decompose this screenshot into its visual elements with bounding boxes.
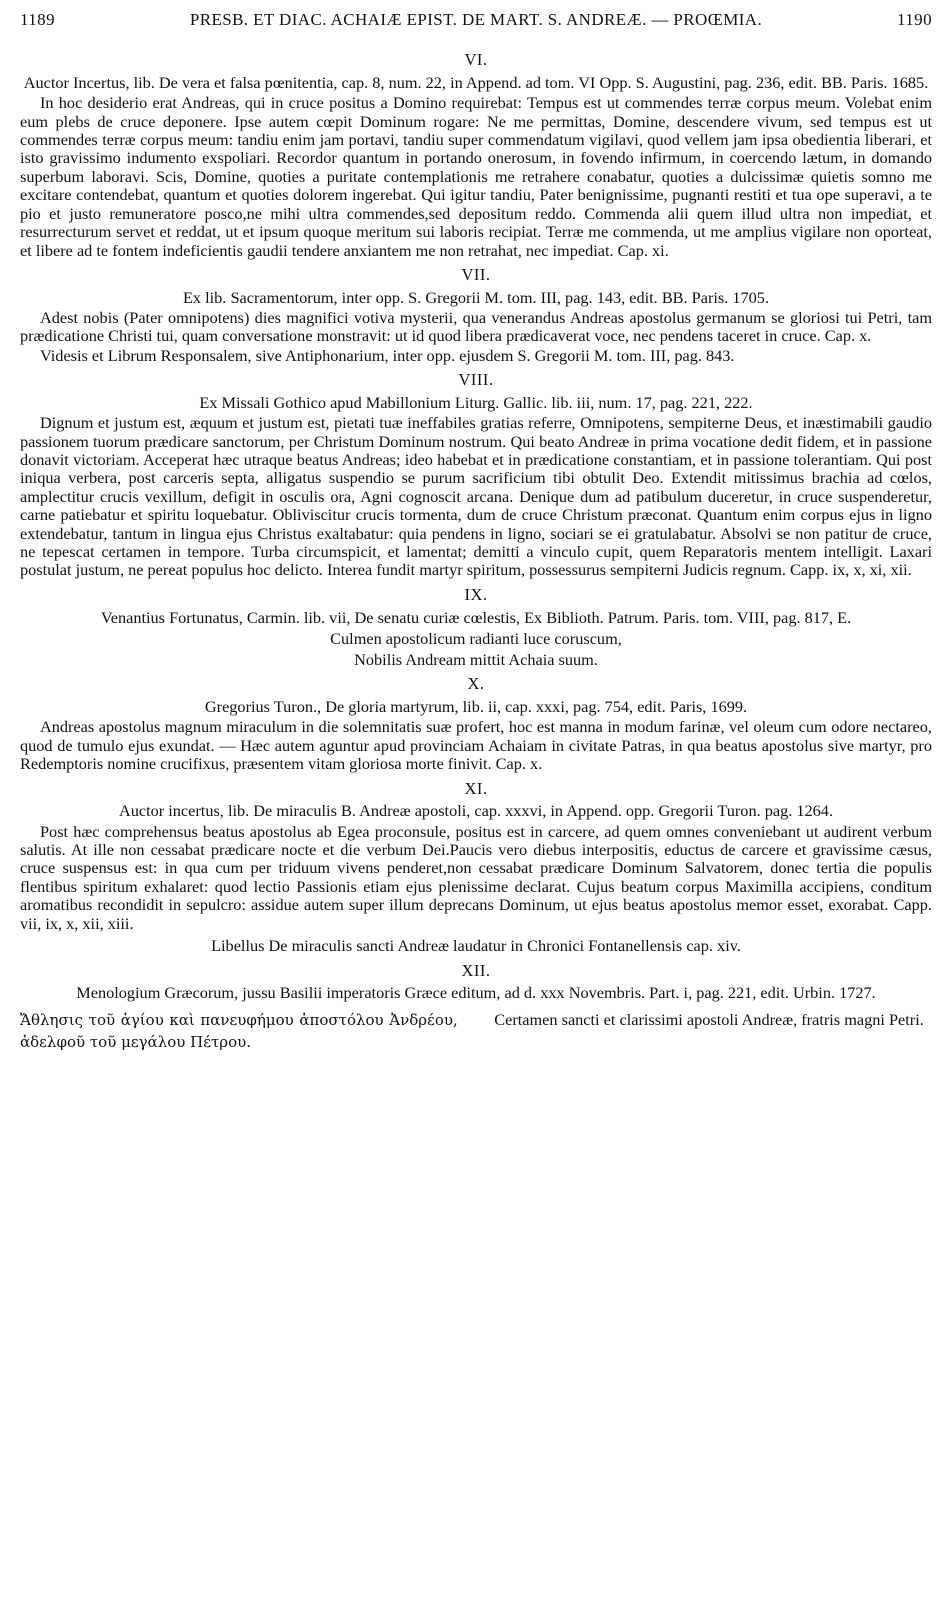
section-number: IX. (464, 584, 488, 604)
running-header (20, 10, 932, 29)
section-number: XII. (461, 960, 491, 980)
section-xi (20, 780, 932, 956)
section-viii (20, 371, 932, 580)
greek-column: Ἄθλησις τοῦ ἁγίου καὶ πανευφήμου ἀποστόλου Ἀνδρέου, ἀδελφοῦ τοῦ μεγάλου Πέτρου. (20, 1010, 458, 1052)
section-text: Andreas apostolus magnum miraculum in die solemnitatis suæ profert, hoc est manna in modum farinæ, vel oleum cum odore nectareo, quod de tumulo ejus exundat. — Hæc autem aguntur apud provinciam Achaiam in civitate Patras, in qua beatus apostolus sive martyr, pro Redemptoris nomine crucifixus, præsentem vitam gloriosa morte finivit. Cap. x. (20, 717, 932, 774)
running-title: PRESB. ET DIAC. ACHAIÆ EPIST. DE MART. S. ANDREÆ. — PROŒMIA. (189, 10, 763, 29)
section-ix (20, 586, 932, 669)
section-text: Post hæc comprehensus beatus apostolus ab Egea proconsule, positus est in carcere, ad quem omnes conveniebant ut audirent verbum salutis. At ille non cessabat prædicare nocte et die verbum Dei.Paucis vero diebus interpositis, eductus de carcere et gravissime cæsus, cruce suspensus est: in qua cum per triduum vivens penderet,non cessabat prædicare Dominum Salvatorem, donec tertia die populis flentibus spiritum exhalaret: quod lectio Passionis etiam ejus plenissime declarat. Cujus beatum corpus Maximilla accipiens, conditum aromatibus recondidit in sepulcro: assidue autem super illum deprecans Dominum, ut ejus beatus apostolus memor esset, exorabat. Capp. vii, ix, x, xii, xiii. (20, 821, 932, 933)
section-text: Adest nobis (Pater omnipotens) dies magnifici votiva mysterii, qua venerandus Andreas apostolus germanum se gloriosi tui Petri, tam prædicatione Christi tui, quam conversatione monstravit: ut id quod libera prædicaverat voce, nec pendens taceret in cruce. Cap. x. (20, 307, 932, 346)
section-xii (20, 962, 932, 1054)
section-vi (20, 51, 932, 260)
section-vii (20, 266, 932, 365)
left-page-number: 1189 (20, 10, 55, 29)
section-source: Auctor Incertus, lib. De vera et falsa pœnitentia, cap. 8, num. 22, in Append. ad tom. VI Opp. S. Augustini, pag. 236, edit. BB. Paris. 1685. (23, 72, 929, 92)
section-source: Ex Missali Gothico apud Mabillonium Liturg. Gallic. lib. iii, num. 17, pag. 221, 222. (199, 392, 753, 412)
section-source: Ex lib. Sacramentorum, inter opp. S. Gregorii M. tom. III, pag. 143, edit. BB. Paris. 1705. (182, 287, 770, 307)
section-source: Gregorius Turon., De gloria martyrum, lib. ii, cap. xxxi, pag. 754, edit. Paris, 1699. (204, 697, 748, 716)
section-number: VII. (461, 264, 491, 284)
section-text: Dignum et justum est, æquum et justum est, pietati tuæ ineffabiles gratias referre, Omnipotens, sempiterne Deus, et inæstimabili gaudio passionem tuorum prædicare sanctorum, per Christum Dominum nostrum. Qui beato Andreæ in prima vocatione dedit fidem, et in passione donavit victoriam. Acceperat hæc utraque beatus Andreas; ideo habebat et in prædicatione constantiam, et in passione tolerantiam. Qui post iniqua verbera, post carceris septa, alligatus suspendio se purum sacrificium tibi obtulit Deo. Extendit mitissimus brachia ad cœlos, amplectitur crucis vexillum, defigit in osculis ora, Agni cognoscit arcana. Denique dum ad patibulum duceretur, in cruce suspenderetur, carne patiebatur et spiritu loquebatur. Obliviscitur crucis tormenta, dum de cruce Christum præconat. Quantum enim corpus ejus in ligno extendebatur, tantum in lingua ejus Christus exaltabatur: quia pendens in ligno, sociari se ei gratulabatur. Absolvi se non patitur de cruce, ne tepescat certamen in tempore. Turba circumspicit, et lamentat; demitti a vinculo cupit, quem Reparatoris mentem intelligit. Laxari postulat justum, ne pereat populus hoc delicto. Interea fundit martyr spiritum, possessurus sempiterni Judicis regnum. Capp. ix, x, xi, xii. (20, 413, 932, 580)
section-x (20, 675, 932, 773)
section-source: Venantius Fortunatus, Carmin. lib. vii, De senatu curiæ cœlestis, Ex Biblioth. Patrum. Paris. tom. VIII, pag. 817, E. (100, 607, 852, 627)
latin-column: Certamen sancti et clarissimi apostoli Andreæ, fratris magni Petri. (494, 1009, 924, 1029)
verse-line: Nobilis Andream mittit Achaia suum. (354, 650, 598, 670)
section-source: Menologium Græcorum, jussu Basilii imperatoris Græce editum, ad d. xxx Novembris. Part. i, pag. 221, edit. Urbin. 1727. (76, 983, 876, 1003)
section-number: XI. (464, 778, 488, 798)
libellus-note: Libellus De miraculis sancti Andreæ laudatur in Chronici Fontanellensis cap. xiv. (211, 936, 741, 956)
right-page-number: 1190 (897, 10, 932, 29)
document-page (20, 10, 932, 1054)
section-note: Videsis et Librum Responsalem, sive Antiphonarium, inter opp. ejusdem S. Gregorii M. tom. III, pag. 843. (40, 345, 735, 365)
section-text: In hoc desiderio erat Andreas, qui in cruce positus a Domino requirebat: Tempus est ut commendes terræ corpus meum. Volebat enim eum plebs de cruce deponere. Ipse autem cœpit Dominum rogare: Ne me permittas, Domine, descendere vivum, sed tempus est ut commendes terræ corpus meum: tandiu enim jam portavi, tandiu super commendatum vigilavi, quod vellem jam ipsa obedientia liberari, et isto gravissimo indumento exspoliari. Recordor quantum in portando onerosum, in fovendo infirmum, in coercendo lætum, in domando superbum laboravi. Scis, Domine, quoties a puritate contemplationis me retrahere conabatur, quoties a dulcissimæ quietis somno me excitare contendebat, quantum et quoties dolorem ingerebat. Qui igitur tandiu, Pater benignissime, pugnanti restiti et tua ope superavi, a te pio et justo remuneratore posco,ne mihi ultra commendes,sed depositum reddo. Commenda alii quem illud ultra non impediat, et resurrecturum servet et reddat, ut et ipsum quoque meritum sui laboris recipiat. Terræ me commenda, ut me amplius vigilare non oporteat, et libere ad te fontem indeficientis gaudii tendere anxiantem me non retrahat, nec impediat. Cap. xi. (20, 93, 932, 260)
section-number: X. (467, 674, 485, 694)
verse-line: Culmen apostolicum radianti luce coruscum, (330, 628, 622, 648)
parallel-columns (20, 1009, 932, 1054)
section-source: Auctor incertus, lib. De miraculis B. Andreæ apostoli, cap. xxxvi, in Append. opp. Gregorii Turon. pag. 1264. (118, 801, 834, 821)
section-number: VIII. (458, 370, 494, 390)
section-number: VI. (464, 50, 488, 70)
